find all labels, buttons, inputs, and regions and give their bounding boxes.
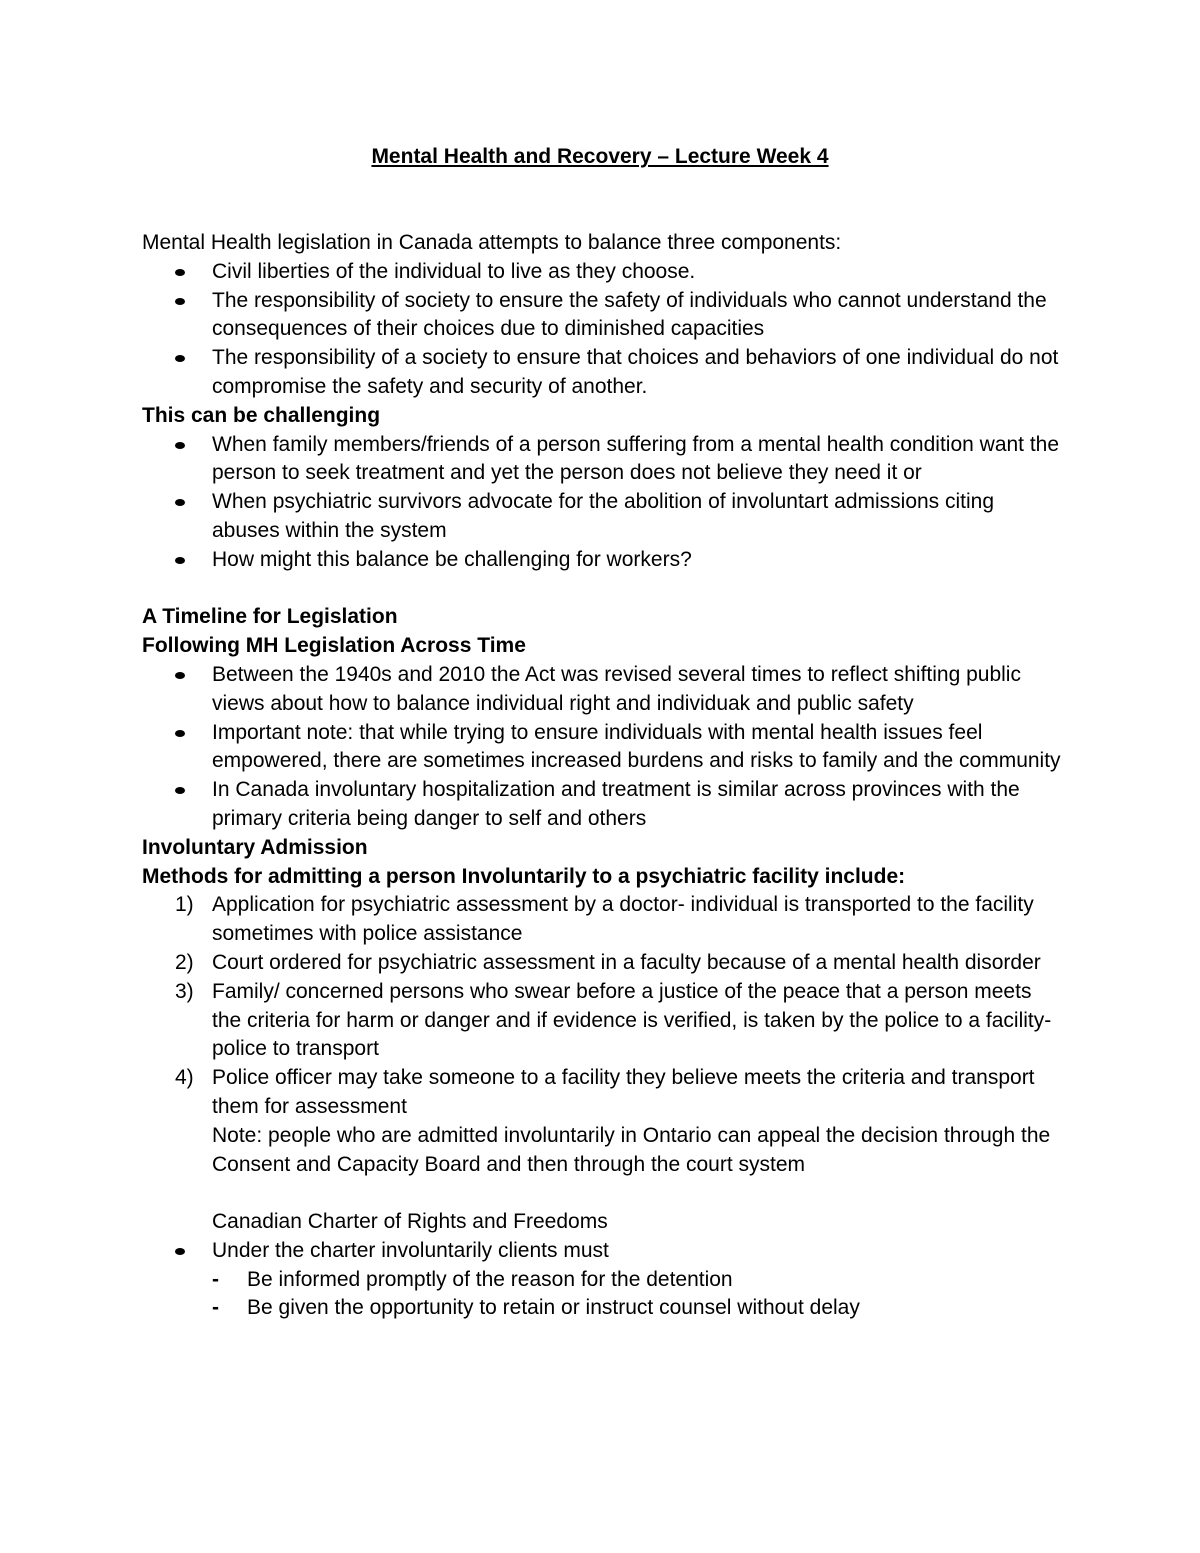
timeline-list	[142, 661, 1062, 834]
item-text: Police officer may take someone to a facility they believe meets the criteria and transport them for assessment	[212, 1066, 1035, 1118]
spacer	[142, 575, 1062, 604]
charter-sublist	[142, 1266, 1062, 1324]
document-body	[142, 229, 1062, 1323]
involuntary-heading: Involuntary Admission	[142, 835, 368, 859]
intro-paragraph: Mental Health legislation in Canada attempts to balance three components:	[142, 231, 842, 254]
item-number: 3)	[175, 979, 194, 1003]
item-number: 2)	[175, 950, 194, 974]
list-item: How might this balance be challenging for workers?	[142, 546, 1062, 575]
following-heading: Following MH Legislation Across Time	[142, 634, 526, 658]
challenging-heading: This can be challenging	[142, 403, 381, 427]
item-text: Application for psychiatric assessment by a doctor- individual is transported to the facility sometimes with police assistance	[212, 893, 1034, 946]
list-item: Important note: that while trying to ensure individuals with mental health issues feel empowered, there are sometimes increased burdens and risks to family and the community	[142, 719, 1062, 777]
item-text: Family/ concerned persons who swear before a justice of the peace that a person meets the criteria for harm or danger and if evidence is verified, is taken by the police to a facility-police to transport	[212, 979, 1052, 1061]
item-number: 1)	[175, 893, 194, 917]
methods-heading: Methods for admitting a person Involuntarily to a psychiatric facility include:	[142, 864, 906, 888]
charter-heading: Canadian Charter of Rights and Freedoms	[212, 1210, 608, 1234]
timeline-heading: A Timeline for Legislation	[142, 605, 398, 629]
components-list	[142, 258, 1062, 402]
list-item: Under the charter involuntarily clients must	[142, 1237, 1062, 1266]
list-item: Between the 1940s and 2010 the Act was revised several times to reflect shifting public views about how to balance individual right and individuak and public safety	[142, 661, 1062, 719]
item-text: Court ordered for psychiatric assessment in a faculty because of a mental health disorder	[212, 950, 1041, 974]
methods-list	[142, 891, 1062, 1121]
dash-item: - Be given the opportunity to retain or instruct counsel without delay	[142, 1294, 1062, 1323]
list-item: When family members/friends of a person suffering from a mental health condition want the person to seek treatment and yet the person does not believe they need it or	[142, 431, 1062, 489]
charter-list	[142, 1237, 1062, 1266]
numbered-item	[142, 1064, 1062, 1122]
list-item: Civil liberties of the individual to live as they choose.	[142, 258, 1062, 287]
numbered-item	[142, 949, 1062, 978]
spacer	[142, 1179, 1062, 1208]
dash-item: - Be informed promptly of the reason for the detention	[142, 1266, 1062, 1295]
numbered-item	[142, 978, 1062, 1064]
list-item: When psychiatric survivors advocate for the abolition of involuntart admissions citing abuses within the system	[142, 488, 1062, 546]
note-paragraph: Note: people who are admitted involuntarily in Ontario can appeal the decision through the Consent and Capacity Board and then through the court system	[212, 1123, 1051, 1176]
page-title: Mental Health and Recovery – Lecture Week 4	[371, 145, 829, 168]
list-item: The responsibility of society to ensure the safety of individuals who cannot understand the consequences of their choices due to diminished capacities	[142, 287, 1062, 345]
list-item: The responsibility of a society to ensure that choices and behaviors of one individual do not compromise the safety and security of another.	[142, 344, 1062, 402]
challenging-list	[142, 431, 1062, 575]
item-number: 4)	[175, 1066, 194, 1090]
list-item: In Canada involuntary hospitalization and treatment is similar across provinces with the primary criteria being danger to self and others	[142, 776, 1062, 834]
numbered-item	[142, 891, 1062, 949]
